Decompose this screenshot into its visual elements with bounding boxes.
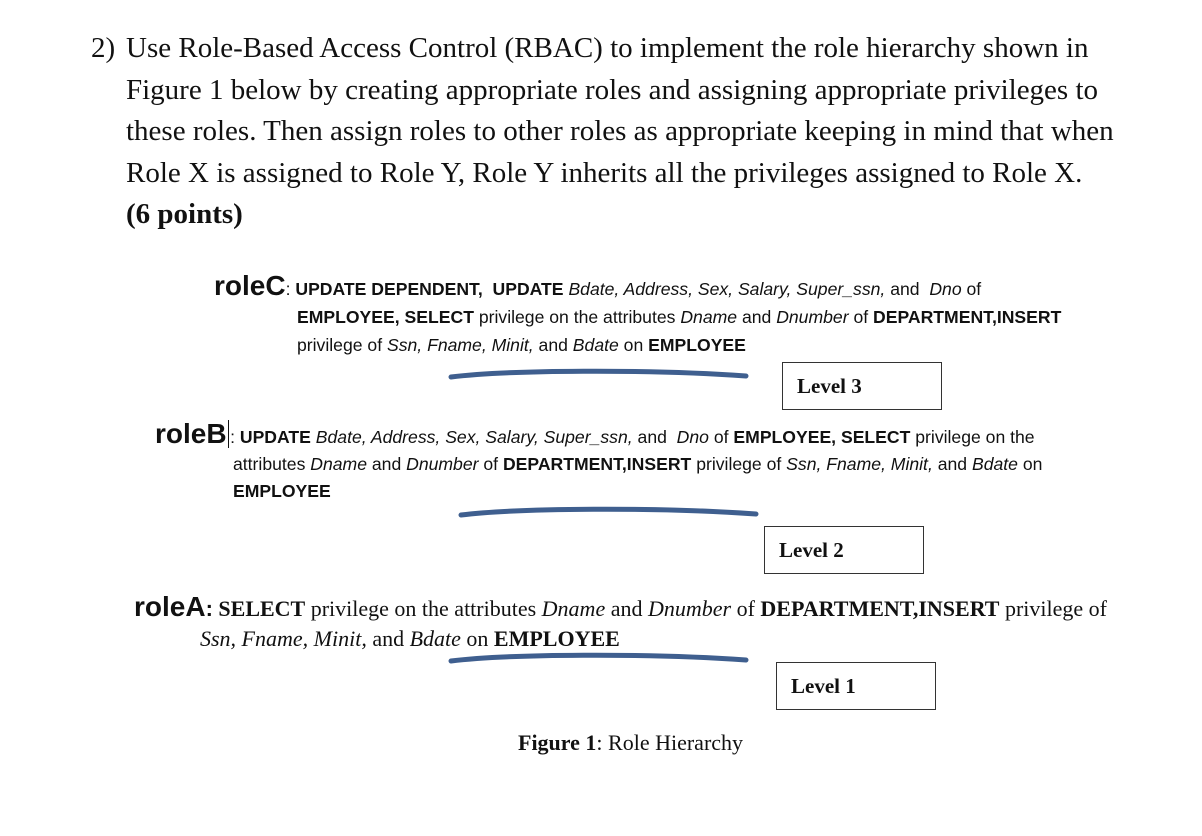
- role-b-text: Dname: [310, 454, 367, 474]
- role-b-text: attributes: [233, 454, 306, 474]
- hierarchy-stroke: [458, 504, 760, 520]
- question-line-1: Use Role-Based Access Control (RBAC) to implement the role hierarchy shown in: [126, 32, 1089, 64]
- question-line-3: these roles. Then assign roles to other roles as appropriate keeping in mind that when: [126, 115, 1114, 147]
- text-cursor: [228, 420, 230, 448]
- role-a-text: and: [372, 626, 405, 651]
- role-c-text: and: [538, 335, 568, 355]
- role-b-colon: :: [230, 427, 235, 447]
- role-c-text: privilege on the attributes: [478, 307, 676, 327]
- question-block: [91, 28, 1201, 236]
- role-b-text: of: [483, 454, 499, 474]
- role-c-text: Dnumber: [776, 307, 849, 327]
- role-b-text: UPDATE: [239, 427, 311, 447]
- role-a-text: Bdate: [409, 626, 461, 651]
- role-c-text: privilege of: [297, 335, 383, 355]
- role-b-text: Bdate: [971, 454, 1018, 474]
- role-b-text: Ssn, Fname, Minit,: [786, 454, 933, 474]
- role-c-colon: :: [285, 279, 291, 299]
- role-c-text: on: [623, 335, 644, 355]
- role-a-colon: :: [205, 596, 213, 621]
- role-c-text: Dno: [929, 279, 962, 299]
- figure-caption: [518, 730, 743, 756]
- role-b-text: Dno: [676, 427, 709, 447]
- role-b-text: Bdate, Address, Sex, Salary, Super_ssn,: [315, 427, 633, 447]
- role-c-text: DEPARTMENT,INSERT: [873, 307, 1062, 327]
- question-line-2: Figure 1 below by creating appropriate roles and assigning appropriate privileges to: [126, 73, 1099, 106]
- role-b-text: and: [371, 454, 402, 474]
- figure-label: Figure 1: [518, 730, 597, 755]
- role-a-text: SELECT: [218, 596, 306, 621]
- role-b-text: Dnumber: [406, 454, 479, 474]
- role-b-text: EMPLOYEE, SELECT: [733, 427, 911, 447]
- role-b-text: EMPLOYEE: [233, 481, 331, 501]
- role-a-text: on: [466, 626, 489, 651]
- role-b-text: and: [937, 454, 968, 474]
- level-3-label: Level 3: [797, 373, 862, 398]
- role-a-text: of: [736, 596, 755, 621]
- role-c-text: and: [741, 307, 772, 327]
- role-c-block: [214, 272, 1061, 359]
- role-c-text: UPDATE: [492, 279, 564, 299]
- role-c-text: Dname: [680, 307, 738, 327]
- level-3-box: [782, 362, 942, 410]
- role-b-text: DEPARTMENT,INSERT: [502, 454, 692, 474]
- role-a-text: Dnumber: [647, 596, 732, 621]
- role-c-text: Bdate, Address, Sex, Salary, Super_ssn,: [568, 279, 886, 299]
- hierarchy-stroke: [448, 650, 750, 666]
- role-a-block: [134, 592, 1107, 654]
- level-1-label: Level 1: [791, 673, 856, 698]
- role-a-text: Ssn, Fname, Minit,: [200, 626, 367, 651]
- level-2-box: [764, 526, 924, 574]
- role-b-text: on: [1022, 454, 1043, 474]
- role-a-text: DEPARTMENT,INSERT: [760, 596, 1000, 621]
- role-a-text: EMPLOYEE: [493, 626, 620, 651]
- level-1-box: [776, 662, 936, 710]
- role-c-text: of: [853, 307, 869, 327]
- role-c-text: UPDATE DEPENDENT,: [295, 279, 483, 299]
- role-c-text: Ssn, Fname, Minit,: [386, 335, 534, 355]
- level-2-label: Level 2: [779, 537, 844, 562]
- role-c-text: and: [890, 279, 920, 299]
- role-c-text: Bdate: [572, 335, 619, 355]
- role-c-name: roleC: [214, 270, 286, 301]
- question-number: 2): [91, 32, 116, 64]
- role-a-text: Dname: [541, 596, 606, 621]
- question-line-4: Role X is assigned to Role Y, Role Y inherits all the privileges assigned to Role X.: [126, 156, 1083, 189]
- role-c-text: EMPLOYEE, SELECT: [297, 307, 474, 327]
- role-b-text: privilege on the: [915, 427, 1035, 447]
- role-a-text: privilege on the attributes: [310, 596, 537, 621]
- question-points: (6 points): [126, 198, 243, 230]
- role-b-name: roleB: [155, 418, 227, 449]
- role-c-text: EMPLOYEE: [648, 335, 746, 355]
- hierarchy-stroke: [448, 366, 750, 382]
- role-a-text: privilege of: [1004, 596, 1108, 621]
- role-a-name: roleA: [134, 591, 206, 622]
- role-a-text: and: [610, 596, 643, 621]
- role-c-text: of: [966, 279, 982, 299]
- role-b-text: and: [637, 427, 667, 447]
- role-b-block: [155, 420, 1042, 505]
- role-b-text: of: [713, 427, 729, 447]
- figure-caption-text: : Role Hierarchy: [596, 730, 744, 755]
- role-b-text: privilege of: [696, 454, 782, 474]
